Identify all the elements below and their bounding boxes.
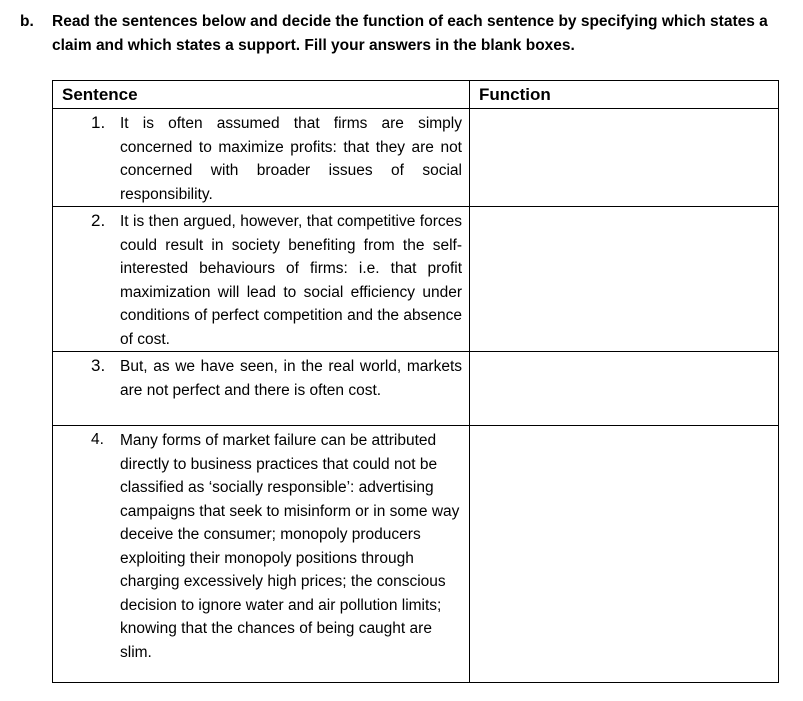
function-answer-box[interactable] bbox=[470, 426, 779, 683]
table-row bbox=[53, 207, 779, 352]
sentence-number: 3. bbox=[91, 356, 106, 375]
sentence-text: It is often assumed that firms are simply concerned to maximize profits: that they are not concerned with broader issues of social responsibility. bbox=[120, 115, 462, 203]
sentence-cell bbox=[53, 352, 470, 426]
sentence-number: 4. bbox=[91, 431, 104, 448]
question-text: Read the sentences below and decide the function of each sentence by specifying which states a claim and which states a support. Fill your answers in the blank boxes. bbox=[52, 13, 768, 54]
table-row bbox=[53, 426, 779, 683]
answer-table bbox=[52, 80, 779, 683]
function-answer-box[interactable] bbox=[470, 352, 779, 426]
sentence-text: Many forms of market failure can be attributed directly to business practices that could not be classified as ‘socially responsible’: advertising campaigns that seek to misinform or in some way deceive the consumer; monopoly producers exploiting their monopoly positions through charging excessively high prices; the conscious decision to ignore water and air pollution limits; knowing that the chances of being caught are slim. bbox=[120, 432, 460, 661]
question-label: b. bbox=[20, 13, 34, 30]
function-answer-box[interactable] bbox=[470, 207, 779, 352]
sentence-column-header: Sentence bbox=[53, 81, 470, 109]
sentence-text: It is then argued, however, that competitive forces could result in society benefiting from the self-interested behaviours of firms: i.e. that profit maximization will lead to social efficiency under conditions of perfect competition and the absence of cost. bbox=[120, 213, 462, 348]
sentence-number: 2. bbox=[91, 211, 106, 230]
function-answer-box[interactable] bbox=[470, 109, 779, 207]
function-column-header: Function bbox=[470, 81, 779, 109]
sentence-cell bbox=[53, 426, 470, 683]
sentence-cell bbox=[53, 109, 470, 207]
sentence-text: But, as we have seen, in the real world, markets are not perfect and there is often cost. bbox=[120, 358, 462, 399]
table-header-row bbox=[53, 81, 779, 109]
table-row bbox=[53, 109, 779, 207]
sentence-number: 1. bbox=[91, 113, 106, 132]
table-row bbox=[53, 352, 779, 426]
question-prompt bbox=[20, 10, 780, 58]
sentence-cell bbox=[53, 207, 470, 352]
